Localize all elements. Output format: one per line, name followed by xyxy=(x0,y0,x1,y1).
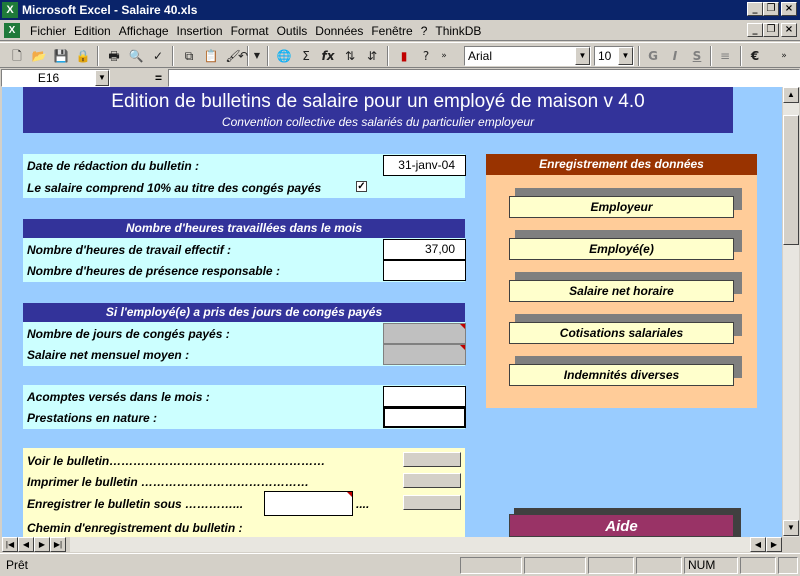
euro-button[interactable]: € xyxy=(750,49,760,63)
toolbar-options-icon[interactable]: » xyxy=(441,51,447,61)
num-lock-indicator: NUM xyxy=(684,557,738,574)
vertical-scrollbar[interactable] xyxy=(782,87,799,537)
menu-help[interactable]: ? xyxy=(420,24,428,38)
enregistrer-label: Enregistrer le bulletin sous …………... xyxy=(27,497,244,511)
chevron-down-icon[interactable]: ▼ xyxy=(95,70,109,86)
workbook-icon[interactable]: X xyxy=(4,23,20,38)
leave-header: Si l'employé(e) a pris des jours de congés payés xyxy=(23,303,465,322)
chevron-down-icon[interactable]: ▼ xyxy=(575,47,590,65)
conges-label: Le salaire comprend 10% au titre des congés payés xyxy=(27,181,322,195)
enregistrer-button[interactable] xyxy=(403,495,461,510)
permission-icon[interactable]: 🔒 xyxy=(75,49,91,63)
leave-days-cell[interactable] xyxy=(383,323,466,344)
chart-wizard-icon[interactable]: ▮ xyxy=(400,49,408,63)
worksheet[interactable]: Edition de bulletins de salaire pour un employé de maison v 4.0 Convention collective des salariés du particulier employeur Date de rédaction du bulletin : 31-janv-04 Le salaire comprend 10% au titre des congés payés ✓ Nombre d'heures travaillées dans le mois Nombre d'heures de travail effectif : 37,00 Nombre d'heures de présence responsable : Si l'employé(e) a pris des jours de congés payés Nombre de jours de congés payés : Salaire net mensuel moyen : Acomptes versés dans le mois : Prestations en nature : Voir le bulletin……………………………………………… Imprimer le bulletin …………………………………… Enregistrer le bulletin sous …………... .... Chemin d'enregistrement du bulletin : Enregistrement des données Employeur Employé(e) Salaire net horaire Cotisations salariales Indemnités diverses Aide xyxy=(2,87,782,537)
sheet-title-banner xyxy=(23,87,733,133)
prestations-label: Prestations en nature : xyxy=(27,411,158,425)
doc-restore-icon[interactable]: ❐ xyxy=(763,23,779,37)
menu-fenetre[interactable]: Fenêtre xyxy=(371,24,413,38)
leave-salary-cell[interactable] xyxy=(383,344,466,365)
prestations-cell[interactable] xyxy=(383,407,466,428)
doc-close-icon[interactable]: × xyxy=(781,23,797,37)
menu-outils[interactable]: Outils xyxy=(276,24,308,38)
restore-icon[interactable]: ❐ xyxy=(763,2,779,16)
paste-icon[interactable]: 📋 xyxy=(203,49,219,63)
hyperlink-icon[interactable]: 🌐 xyxy=(276,49,292,63)
employe-button[interactable]: Employé(e) xyxy=(509,238,734,260)
menu-edition[interactable]: Edition xyxy=(74,24,111,38)
leave-days-label: Nombre de jours de congés payés : xyxy=(27,327,230,341)
scroll-up-icon[interactable]: ▲ xyxy=(783,87,799,103)
filename-cell[interactable] xyxy=(264,491,353,516)
employeur-button[interactable]: Employeur xyxy=(509,196,734,218)
title-bar xyxy=(0,0,800,20)
menu-thinkdb[interactable]: ThinkDB xyxy=(435,24,482,38)
new-document-icon[interactable]: 🗋 xyxy=(12,49,22,63)
first-sheet-icon[interactable]: |◀ xyxy=(2,537,18,552)
sheet-subtitle: Convention collective des salariés du particulier employeur xyxy=(221,115,535,129)
excel-app-icon[interactable]: X xyxy=(2,2,18,18)
hours-effective-cell[interactable]: 37,00 xyxy=(383,239,466,260)
standard-toolbar xyxy=(0,42,800,68)
close-icon[interactable]: × xyxy=(781,2,797,16)
autosum-icon[interactable]: Σ xyxy=(302,49,310,63)
menu-bar xyxy=(0,20,800,41)
voir-button[interactable] xyxy=(403,452,461,467)
sort-ascending-icon[interactable]: ⇅ xyxy=(344,49,356,63)
menu-affichage[interactable]: Affichage xyxy=(118,24,169,38)
bold-button[interactable]: G xyxy=(648,49,658,63)
formula-bar xyxy=(0,69,800,87)
menu-fichier[interactable]: Fichier xyxy=(30,24,67,38)
hours-presence-label: Nombre d'heures de présence responsable : xyxy=(27,264,280,278)
status-bar xyxy=(0,553,800,576)
font-name-select[interactable]: Arial ▼ xyxy=(464,46,591,66)
help-icon[interactable]: ? xyxy=(422,49,430,63)
sort-descending-icon[interactable]: ⇵ xyxy=(366,49,378,63)
vertical-scroll-thumb[interactable] xyxy=(783,115,799,245)
minimize-icon[interactable]: _ xyxy=(747,2,763,16)
sheet-title: Edition de bulletins de salaire pour un employé de maison v 4.0 xyxy=(111,91,645,112)
date-cell[interactable]: 31-janv-04 xyxy=(383,155,466,176)
window-title: Microsoft Excel - Salaire 40.xls xyxy=(22,3,198,17)
data-panel-header: Enregistrement des données xyxy=(486,154,757,175)
open-folder-icon[interactable]: 📂 xyxy=(31,49,47,63)
menu-donnees[interactable]: Données xyxy=(315,24,364,38)
salaire-horaire-button[interactable]: Salaire net horaire xyxy=(509,280,734,302)
italic-button[interactable]: I xyxy=(672,49,678,63)
hours-header: Nombre d'heures travaillées dans le mois xyxy=(23,219,465,238)
save-icon[interactable]: 💾 xyxy=(53,49,69,63)
formula-input[interactable] xyxy=(168,69,800,87)
conges-checkbox[interactable]: ✓ xyxy=(357,181,366,192)
underline-button[interactable]: S xyxy=(692,49,702,63)
copy-icon[interactable]: ⧉ xyxy=(184,49,194,63)
leave-salary-label: Salaire net mensuel moyen : xyxy=(27,348,190,362)
font-size-select[interactable]: 10 ▼ xyxy=(594,46,634,66)
menu-insertion[interactable]: Insertion xyxy=(176,24,223,38)
doc-minimize-icon[interactable]: _ xyxy=(747,23,763,37)
scroll-down-icon[interactable]: ▼ xyxy=(783,520,799,536)
hours-effective-label: Nombre d'heures de travail effectif : xyxy=(27,243,232,257)
aide-button[interactable]: Aide xyxy=(509,514,734,537)
format-painter-icon[interactable]: 🖌 xyxy=(225,49,241,63)
undo-dropdown-icon[interactable]: ▼ xyxy=(253,51,261,60)
insert-function-icon[interactable]: fx xyxy=(321,49,335,63)
imprimer-button[interactable] xyxy=(403,473,461,488)
chemin-label: Chemin d'enregistrement du bulletin : xyxy=(27,521,243,535)
hours-presence-cell[interactable] xyxy=(383,260,466,281)
acomptes-label: Acomptes versés dans le mois : xyxy=(27,390,210,404)
undo-icon[interactable]: ↶ xyxy=(237,49,249,63)
print-icon[interactable]: 🖶 xyxy=(108,49,120,63)
last-sheet-icon[interactable]: ▶| xyxy=(50,537,66,552)
print-preview-icon[interactable]: 🔍 xyxy=(128,49,144,63)
scroll-right-icon[interactable]: ▶ xyxy=(766,537,782,552)
align-left-icon[interactable]: ≡ xyxy=(719,49,731,63)
indemnites-button[interactable]: Indemnités diverses xyxy=(509,364,734,386)
toolbar-options-icon[interactable]: » xyxy=(781,51,787,61)
cotisations-button[interactable]: Cotisations salariales xyxy=(509,322,734,344)
horizontal-scrollbar[interactable] xyxy=(2,537,782,552)
acomptes-cell[interactable] xyxy=(383,386,466,407)
next-sheet-icon[interactable]: ▶ xyxy=(34,537,50,552)
date-label: Date de rédaction du bulletin : xyxy=(27,159,200,173)
menu-format[interactable]: Format xyxy=(230,24,269,38)
imprimer-label: Imprimer le bulletin …………………………………… xyxy=(27,475,310,489)
status-ready: Prêt xyxy=(6,558,29,572)
prev-sheet-icon[interactable]: ◀ xyxy=(18,537,34,552)
name-box[interactable]: E16 ▼ xyxy=(1,69,110,87)
scroll-left-icon[interactable]: ◀ xyxy=(750,537,766,552)
spelling-icon[interactable]: ✓ xyxy=(152,49,164,63)
chevron-down-icon[interactable]: ▼ xyxy=(618,47,633,65)
equals-sign: = xyxy=(155,71,163,85)
voir-label: Voir le bulletin……………………………………………… xyxy=(27,454,326,468)
